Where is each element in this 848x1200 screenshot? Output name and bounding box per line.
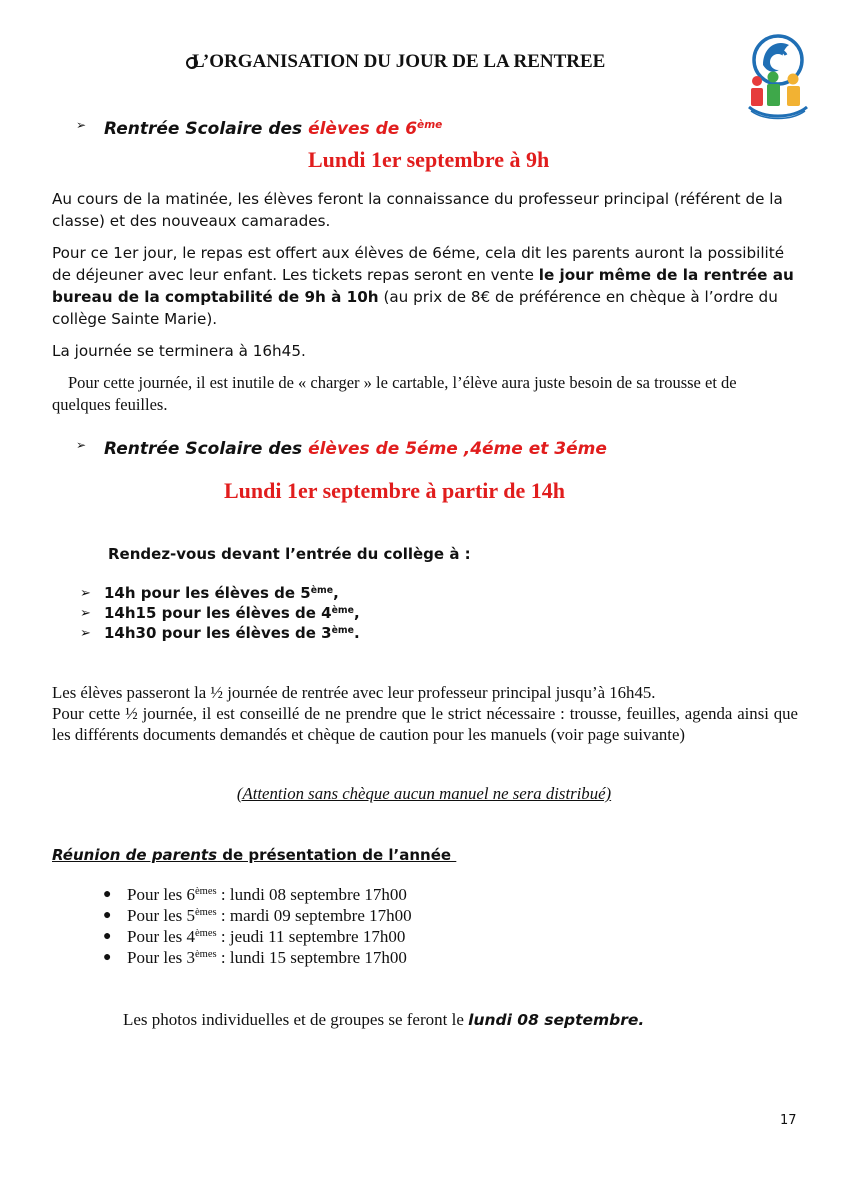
bold-span: le jour même de la rentrée au bureau de la comptabilité de 9h à 10h [52, 266, 794, 306]
text-span: (au prix de 8€ de préférence en chèque à l’ordre du collège Sainte Marie). [52, 288, 778, 328]
section-heading-6eme [104, 119, 442, 139]
item-sup: èmes [195, 949, 217, 961]
list-item [127, 906, 412, 926]
item-prefix: Pour les 4 [127, 927, 195, 946]
photos-date: lundi 08 septembre. [468, 1011, 645, 1029]
slot-end: . [353, 624, 360, 642]
slot-text: 14h30 pour les élèves de 3 [104, 624, 332, 642]
slot-end: , [353, 604, 360, 622]
bullet-icon: ● [103, 950, 112, 965]
list-item [104, 604, 360, 622]
arrow-bullet-icon: ➢ [76, 438, 87, 452]
item-text: : mardi 09 septembre 17h00 [216, 906, 412, 925]
photos-text: Les photos individuelles et de groupes se feront le [123, 1010, 469, 1029]
heading-prefix: Rentrée Scolaire des [104, 439, 309, 459]
bullet-icon: ● [103, 929, 112, 944]
paragraph-text: Au cours de la matinée, les élèves feront la connaissance du professeur principal (référent de la classe) et des nouveaux camarades. [52, 190, 783, 230]
item-prefix: Pour les 3 [127, 948, 195, 967]
item-prefix: Pour les 6 [127, 885, 195, 904]
rendezvous-text: Rendez-vous devant l’entrée du collège à : [108, 545, 471, 563]
triangle-bullet-icon: ➢ [80, 585, 91, 600]
school-logo-icon [743, 33, 813, 123]
paragraph-text [52, 242, 798, 330]
paragraph [52, 372, 798, 416]
slot-text: 14h pour les élèves de 5 [104, 584, 311, 602]
heading-sup: ème [417, 119, 443, 132]
item-text: : lundi 08 septembre 17h00 [216, 885, 407, 904]
list-item [127, 885, 407, 905]
page-number: 17 [780, 1113, 797, 1128]
heading-rest: de présentation de l’année [217, 846, 457, 864]
list-item [104, 584, 339, 602]
section-heading-5-4-3eme [104, 439, 607, 459]
slot-end: , [333, 584, 339, 602]
item-sup: èmes [195, 907, 217, 919]
item-text: : jeudi 11 septembre 17h00 [216, 927, 406, 946]
triangle-bullet-icon: ➢ [80, 605, 91, 620]
paragraph-text: Les élèves passeront la ½ journée de rentrée avec leur professeur principal jusqu’à 16h45. [52, 683, 656, 702]
date-5-4-3eme: Lundi 1er septembre à partir de 14h [224, 478, 566, 503]
list-item [104, 624, 360, 642]
bullet-icon: ● [103, 887, 112, 902]
slot-text: 14h15 pour les élèves de 4 [104, 604, 332, 622]
slot-sup: ème [331, 604, 354, 616]
item-text: : lundi 15 septembre 17h00 [216, 948, 407, 967]
paragraph-text: Pour cette ½ journée, il est conseillé de ne prendre que le strict nécessaire : trousse, feuilles, agenda ainsi que les différents documents demandés et chèque de caution pour les manuels (voir page suivante) [52, 704, 798, 744]
slot-sup: ème [331, 624, 354, 636]
list-item [127, 927, 405, 947]
paragraph [52, 340, 798, 362]
photos-note [123, 1010, 644, 1030]
paragraph [52, 188, 798, 232]
list-item [127, 948, 407, 968]
slot-sup: ème [310, 584, 334, 596]
paragraph-text: La journée se terminera à 16h45. [52, 342, 306, 360]
paragraph [52, 242, 798, 330]
paragraph [52, 682, 798, 745]
item-sup: èmes [195, 928, 217, 940]
item-prefix: Pour les 5 [127, 906, 195, 925]
date-6eme: Lundi 1er septembre à 9h [308, 147, 550, 172]
text-span: Pour ce 1er jour, le repas est offert aux élèves de 6éme, cela dit les parents auront la possibilité de déjeuner avec leur enfant. Les tickets repas seront en vente [52, 244, 785, 284]
item-sup: èmes [195, 886, 217, 898]
heading-prefix: Rentrée Scolaire des [104, 119, 309, 139]
triangle-bullet-icon: ➢ [80, 625, 91, 640]
page-title: L’ORGANISATION DU JOUR DE LA RENTREE [192, 51, 606, 72]
heading-red: élèves de 6 [308, 119, 418, 139]
meeting-heading [52, 846, 456, 864]
heading-red: élèves de 5éme ,4éme et 3éme [308, 439, 607, 459]
heading-italic: Réunion de parents [52, 846, 218, 864]
arrow-bullet-icon: ➢ [76, 118, 87, 132]
bullet-icon: ● [103, 908, 112, 923]
attention-note: (Attention sans chèque aucun manuel ne sera distribué) [236, 784, 612, 803]
paragraph-text: Pour cette journée, il est inutile de « charger » le cartable, l’élève aura juste besoin de sa trousse et de quelques feuilles. [52, 373, 737, 414]
